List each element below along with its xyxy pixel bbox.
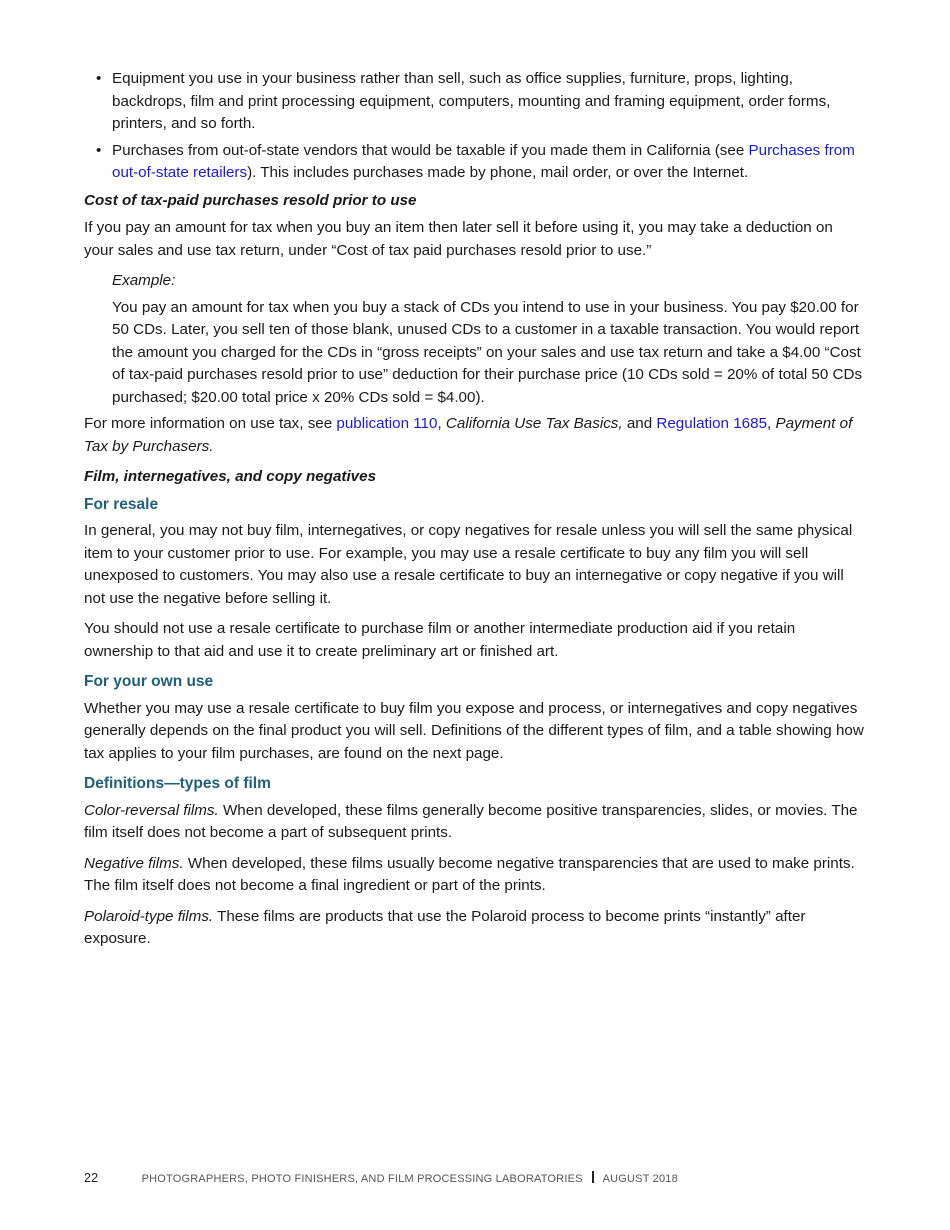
out-of-state-retailers-link[interactable]: Purchases from out-of-state retailers: [112, 141, 855, 181]
definition-polaroid: Polaroid-type films. These films are products that use the Polaroid process to become prints “instantly” after exposure.: [84, 907, 806, 947]
example-label: Example:: [112, 272, 176, 289]
regulation-1685-link[interactable]: Regulation 1685: [656, 415, 768, 432]
resale-paragraph-2: You should not use a resale certificate to purchase film or another intermediate production aid if you retain ownership to that aid and use it to create preliminary art or finished art.: [84, 620, 796, 660]
bullet-icon: •: [96, 70, 102, 87]
example-text: You pay an amount for tax when you buy a stack of CDs you intend to use in your business. You pay $20.00 for 50 CDs. Later, you sell ten of those blank, unused CDs to a customer in a taxable transaction. You would report the amount you charged for the CDs in “gross receipts” on your sales and use tax return and take a $4.00 “Cost of tax-paid purchases resold prior to use” deduction for their purchase price (10 CDs sold = 20% of total 50 CDs purchased; $20.00 total price x 20% CDs sold = $4.00).: [112, 298, 863, 406]
bullet-item-out-of-state: [84, 140, 864, 185]
definition-negative: Negative films. When developed, these films usually become negative transparencies that are used to make prints. The film itself does not become a final ingredient or part of the prints.: [84, 854, 855, 894]
footer-title: PHOTOGRAPHERS, PHOTO FINISHERS, AND FILM PROCESSING LABORATORIES: [141, 1173, 583, 1185]
own-use-paragraph: Whether you may use a resale certificate to buy film you expose and process, or internegatives and copy negatives generally depends on the final product you will sell. Definitions of the different types of film, and a table showing how tax applies to your film purchases, are found on the next page.: [84, 699, 864, 762]
bullet-icon: •: [96, 141, 102, 159]
bullet-text: Equipment you use in your business rather than sell, such as office supplies, furniture, props, lighting, backdrops, film and print processing equipment, computers, mounting and framing equipment, order forms, printers, and so forth.: [112, 70, 831, 132]
definitions-heading: Definitions—types of film: [84, 775, 271, 792]
cost-paragraph: If you pay an amount for tax when you buy an item then later sell it before using it, you may take a deduction on your sales and use tax return, under “Cost of tax paid purchases resold prior to use.”: [84, 219, 833, 259]
cost-heading: Cost of tax-paid purchases resold prior to use: [84, 191, 417, 209]
more-info-paragraph: For more information on use tax, see publication 110, California Use Tax Basics, and Regulation 1685, Payment of Tax by Purchasers.: [84, 415, 853, 455]
bullet-list: [84, 68, 864, 185]
footer-date: AUGUST 2018: [602, 1173, 678, 1185]
film-heading: Film, internegatives, and copy negatives: [84, 468, 377, 485]
for-resale-heading: For resale: [84, 495, 159, 513]
publication-110-link[interactable]: publication 110: [336, 415, 438, 432]
bullet-item-equipment: [84, 68, 864, 136]
page-number: 22: [84, 1171, 99, 1185]
bullet-text-post: ). This includes purchases made by phone, mail order, or over the Internet.: [247, 164, 749, 181]
page-footer: [84, 1171, 678, 1185]
definition-color-reversal: Color-reversal films. When developed, these films generally become positive transparencies, slides, or movies. The film itself does not become a part of subsequent prints.: [84, 801, 858, 841]
document-body: [84, 68, 864, 951]
bullet-text-pre: Purchases from out-of-state vendors that would be taxable if you made them in California (see: [112, 141, 749, 159]
footer-separator: [592, 1171, 594, 1183]
own-use-heading: For your own use: [84, 673, 214, 690]
resale-paragraph-1: In general, you may not buy film, internegatives, or copy negatives for resale unless you will sell the same physical item to your customer prior to use. For example, you may use a resale certificate to buy any film you will sell unexposed to customers. You may also use a resale certificate to buy an internegative or copy negative if you will not use the negative before selling it.: [84, 522, 853, 607]
